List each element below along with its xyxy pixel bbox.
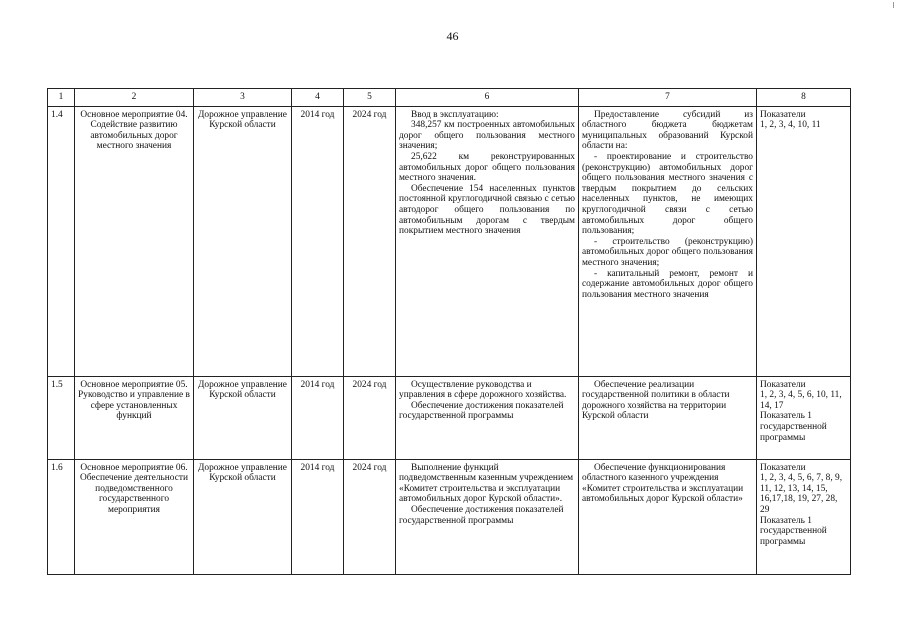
indicators-label: Показатели — [760, 109, 806, 120]
activity-content — [579, 459, 757, 574]
start-year: 2014 год — [292, 376, 344, 459]
program-indicator: Показатель 1 государственной программы — [760, 411, 827, 443]
content-paragraph: - капитальный ремонт, ремонт и содержание автомобильных дорог общего пользования местного значения — [582, 268, 753, 300]
table-row — [48, 106, 851, 376]
result-paragraph: Обеспечение 154 населенных пунктов постоянной круглогодичной связью с сетью автодорог общего пользования по автомобильным дорогам с твердым покрытием местного значения — [399, 183, 575, 237]
table-row — [48, 459, 851, 574]
content-paragraph: Обеспечение реализации государственной политики в области дорожного хозяйства на территории Курской области — [582, 379, 730, 422]
executor: Дорожное управление Курской области — [194, 106, 292, 376]
expected-results — [396, 459, 579, 574]
indicators — [757, 106, 851, 376]
result-paragraph: Выполнение функций подведомственным казенным учреждением «Комитет строительства и эксплуатации автомобильных дорог Курской области». — [399, 462, 574, 505]
column-header: 5 — [344, 89, 396, 107]
end-year: 2024 год — [344, 459, 396, 574]
program-indicator: Показатель 1 государственной программы — [760, 515, 827, 547]
column-header: 4 — [292, 89, 344, 107]
indicators — [757, 459, 851, 574]
end-year: 2024 год — [344, 376, 396, 459]
result-paragraph: Ввод в эксплуатацию: — [411, 109, 499, 120]
result-paragraph: 25,622 км реконструированных автомобильных дорог общего пользования местного значения. — [399, 151, 575, 184]
activity-content — [579, 376, 757, 459]
content-paragraph: Обеспечение функционирования областного казенного учреждения «Комитет строительства и эксплуатации автомобильных дорог Курской области» — [582, 462, 744, 505]
result-paragraph: Обеспечение достижения показателей государственной программы — [399, 504, 564, 526]
indicators-list: 1, 2, 3, 4, 5, 6, 7, 8, 9, 11, 12, 13, 14, 15, 16,17,18, 19, 27, 28, 29 — [760, 473, 843, 515]
expected-results — [396, 376, 579, 459]
column-header: 3 — [194, 89, 292, 107]
result-paragraph: 348,257 км построенных автомобильных дорог общего пользования местного значения; — [399, 120, 575, 152]
content-paragraph: - проектирование и строительство (реконструкцию) автомобильных дорог общего пользования местного значения с твердым покрытием до сельских населенных пунктов, не имеющих круглогодичной связи с сетью автомобильных дорог общего пользования; — [582, 151, 753, 237]
end-year: 2024 год — [344, 106, 396, 376]
indicators-label: Показатели — [760, 379, 806, 390]
executor: Дорожное управление Курской области — [194, 459, 292, 574]
activity-name: Основное мероприятие 04. Содействие развитию автомобильных дорог местного значения — [75, 106, 194, 376]
column-header: 1 — [48, 89, 75, 107]
column-header: 8 — [757, 89, 851, 107]
page-number: 46 — [446, 29, 459, 43]
indicators — [757, 376, 851, 459]
expected-results — [396, 106, 579, 376]
content-paragraph: Предоставление субсидий из областного бюджета бюджетам муниципальных образований Курской области на: — [582, 109, 753, 152]
start-year: 2014 год — [292, 459, 344, 574]
content-paragraph: - строительство (реконструкцию) автомобильных дорог общего пользования местного значения; — [582, 236, 753, 268]
column-header: 7 — [579, 89, 757, 107]
indicators-label: Показатели — [760, 462, 806, 473]
activity-name: Основное мероприятие 06. Обеспечение деятельности подведомственного государственного мероприятия — [75, 459, 194, 574]
result-paragraph: Осуществление руководства и управления в сфере дорожного хозяйства. — [399, 379, 567, 401]
header-row — [48, 89, 851, 107]
row-number: 1.4 — [48, 106, 75, 376]
row-number: 1.5 — [48, 376, 75, 459]
table-row — [48, 376, 851, 459]
program-activities-table — [47, 88, 851, 575]
activity-name: Основное мероприятие 05. Руководство и управление в сфере установленных функций — [75, 376, 194, 459]
row-number: 1.6 — [48, 459, 75, 574]
column-header: 2 — [75, 89, 194, 107]
indicators-list: 1, 2, 3, 4, 5, 6, 10, 11, 14, 17 — [760, 390, 842, 411]
activity-content — [579, 106, 757, 376]
start-year: 2014 год — [292, 106, 344, 376]
scan-mark — [893, 2, 894, 8]
indicators-list: 1, 2, 3, 4, 10, 11 — [760, 120, 821, 131]
column-header: 6 — [396, 89, 579, 107]
executor: Дорожное управление Курской области — [194, 376, 292, 459]
result-paragraph: Обеспечение достижения показателей государственной программы — [399, 400, 564, 422]
